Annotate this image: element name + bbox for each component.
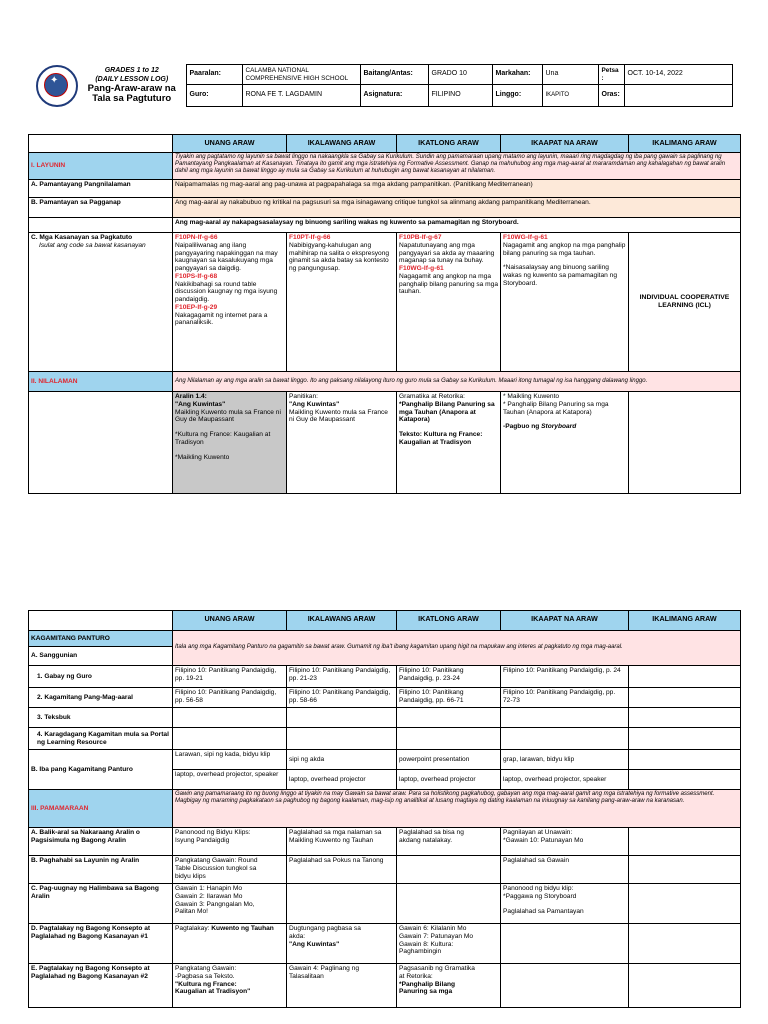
pagtalakay-1-row [29, 924, 741, 964]
pag-uugnay-day-5 [629, 884, 741, 924]
kasanayan-label: C. Mga Kasanayan sa Pagkatuto [31, 234, 133, 241]
linggo-label: Linggo: [492, 85, 542, 107]
pamantayang-pangnilalaman-label: A. Pamantayang Pangnilalaman [29, 180, 173, 198]
kagamitan-mag-aaral-label: 2. Kagamitang Pang-Mag-aaral [29, 688, 173, 708]
layunin-label: I. LAYUNIN [29, 153, 173, 180]
pag-uugnay-day-1: Gawain 1: Hanapin Mo Gawain 2: Ilarawan Mo Gawain 3: Pangngalan Mo, Palitan Mo! [173, 884, 287, 924]
pag-uugnay-label: C. Pag-uugnay ng Halimbawa sa Bagong Aralin [29, 884, 173, 924]
paghahabi-day-4: Paglalahad sa Gawain [501, 856, 629, 884]
kasanayan-label-cell [29, 233, 173, 372]
day-2-header: IKALAWANG ARAW [287, 611, 397, 631]
kasanayan-day-5: INDIVIDUAL COOPERATIVE LEARNING (ICL) [629, 233, 741, 372]
kagamitan-text: Itala ang mga Kagamitang Panturo na gagamitin sa bawat araw. Gumamit ng iba't ibang kagamitan upang higit na mapukaw ang interes at pagkatuto ng mga mag-aaral. [173, 631, 741, 666]
iba-day-2: sipi ng akda [287, 750, 397, 770]
balik-aral-day-2: Paglalahad sa mga nalaman sa Maikling Kuwento ng Tauhan [287, 828, 397, 856]
markahan-value: Una [542, 65, 598, 85]
nilalaman-day-5 [629, 392, 741, 494]
day-1-header: UNANG ARAW [173, 611, 287, 631]
balik-aral-day-1: Panonood ng Bidyu Klips: Isyung Pandaigdig [173, 828, 287, 856]
iba-label: B. Iba pang Kagamitang Panturo [29, 750, 173, 790]
iba2-day-3: laptop, overhead projector [397, 770, 501, 790]
kasanayan-day-1 [173, 233, 287, 372]
nilalaman-day-1 [173, 392, 287, 494]
kasanayan-day-3 [397, 233, 501, 372]
day-5-header: IKALIMANG ARAW [629, 135, 741, 153]
gabay-day-1: Filipino 10: Panitikang Pandaigdig, pp. 19-21 [173, 666, 287, 688]
pagtalakay-2-day-1: Pangkatang Gawain: -Pagbasa sa Teksto. "Kultura ng France: Kaugalian at Tradisyon" [173, 964, 287, 1008]
guro-label: Guro: [186, 85, 242, 107]
gabay-row [29, 666, 741, 688]
baitang-label: Baitang/Antas: [360, 65, 428, 85]
nilalaman-day-3 [397, 392, 501, 494]
competency-text: Nakagagamit ng internet para a pananaliksik. [175, 311, 268, 327]
gabay-day-4: Filipino 10: Panitikang Pandaigdig, p. 24 [501, 666, 629, 688]
iba2-day-1: laptop, overhead projector, speaker [173, 770, 287, 790]
pamantayan-pagganap-row [29, 198, 741, 218]
story-description: Maikling Kuwento mula sa France ni Guy de Maupassant [289, 408, 388, 424]
day-1-header: UNANG ARAW [173, 135, 287, 153]
paghahabi-day-3 [397, 856, 501, 884]
baitang-value: GRADO 10 [428, 65, 492, 85]
day-5-header: IKALIMANG ARAW [629, 611, 741, 631]
lesson-table-2 [28, 610, 741, 1008]
pagtalakay-1-day-3: Gawain 6: Kilalanin Mo Gawain 7: Patunayan Mo Gawain 8: Kultura: Paghambingin [397, 924, 501, 964]
iba-day-1: Larawan, sipi ng kada, bidyu klip [173, 750, 287, 770]
petsa-label: Petsa : [598, 65, 624, 85]
oras-label: Oras: [598, 85, 624, 107]
balik-aral-row [29, 828, 741, 856]
pagtalakay-2-day-2: Gawain 4: Paglinang ng Talasalitaan [287, 964, 397, 1008]
kagamitan-ma-day-3: Filipino 10: Panitikang Pandaigdig, pp. 66-71 [397, 688, 501, 708]
paghahabi-label: B. Paghahabi sa Layunin ng Aralin [29, 856, 173, 884]
competency-text: Nabibigyang-kahulugan ang mahihirap na salita o ekspresyong ginamit sa akda batay sa kontesto ng pangungusap. [289, 241, 390, 273]
layunin-text: Tiyakin ang pagtatamo ng layunin sa bawat linggo na nakaangkla sa Gabay sa Kurikulum. Sundin ang pamamaraan upang matamo ang layunin, maaari ring magdagdag ng iba pang gawain sa paglinang ng Pamantayang Pangkaalaman at Kasanayan. Tinataya ito gamit ang mga istratehiya ng Formative Assessment. Ganap na mahuhubog ang mga mag-aaral at mararamdaman ang kahalagahan ng bawat aralin dahil ang mga layunin sa bawat linggo ay mula sa Gabay sa Kurikulum at huhubugin ang bawat kasanayan at nilalaman. [173, 153, 741, 180]
title-cell [78, 65, 186, 107]
kagamitan-mag-aaral-row [29, 688, 741, 708]
competency-code: F10WG-If-g-61 [503, 234, 548, 241]
pagtalakay-1-label: D. Pagtalakay ng Bagong Konsepto at Paglalahad ng Bagong Kasanayan #1 [29, 924, 173, 964]
gabay-label: 1. Gabay ng Guro [29, 666, 173, 688]
day-4-header: IKAAPAT NA ARAW [501, 611, 629, 631]
competency-code: F10EP-If-g-29 [175, 303, 218, 311]
pagtalakay-2-day-3: Pagsasanib ng Gramatika at Retorika: *Panghalip Bilang Panuring sa mga [397, 964, 501, 1008]
competency-code: F10WG-If-g-61 [399, 265, 444, 273]
iba2-day-4: laptop, overhead projector, speaker [501, 770, 629, 790]
title-line2: Tala sa Pagtuturo [92, 92, 172, 104]
pamamaraan-label: III. PAMAMARAAN [29, 790, 173, 828]
kagamitan-ma-day-1: Filipino 10: Panitikang Pandaigdig, pp. 56-58 [173, 688, 287, 708]
title-line1: Pang-Araw-araw na [87, 82, 176, 94]
pamantayan-pagganap-label: B. Pamantayan sa Pagganap [29, 198, 173, 218]
pamantayan-pagganap-row-2 [29, 218, 741, 233]
kasanayan-row [29, 233, 741, 372]
topic-label: Gramatika at Retorika: [399, 393, 465, 400]
guro-value: RONA FE T. LAGDAMIN [242, 85, 360, 107]
pamantayan-pagganap-text-2: Ang mag-aaral ay nakapagsasalaysay ng binuong sariling wakas ng kuwento sa pamamagitan ng Storyboard. [173, 218, 741, 233]
kasanayan-day-2 [287, 233, 397, 372]
days-header-row-2 [29, 611, 741, 631]
pagtalakay-2-label: E. Pagtalakay ng Bagong Konsepto at Paglalahad ng Bagong Kasanayan #2 [29, 964, 173, 1008]
day-4-header: IKAAPAT NA ARAW [501, 135, 629, 153]
pag-uugnay-day-2 [287, 884, 397, 924]
gabay-day-5 [629, 666, 741, 688]
topic-text: * Maikling Kuwento [503, 393, 560, 400]
day-3-header: IKATLONG ARAW [397, 135, 501, 153]
iba-day-4: grap, larawan, bidyu klip [501, 750, 629, 770]
competency-code: F10PT-If-g-66 [289, 234, 331, 241]
pamantayang-pangnilalaman-text: Naipamamalas ng mag-aaral ang pag-unawa at pagpapahalaga sa mga akdang pampanitikan. (Panitikang Mediterranean) [173, 180, 741, 198]
asignatura-label: Asignatura: [360, 85, 428, 107]
balik-aral-day-4: Pagnilayan at Unawain: *Gawain 10: Patunayan Mo [501, 828, 629, 856]
competency-text: Nagagamit ang angkop na mga panghalip bilang panuring sa mga tauhan. [399, 272, 498, 296]
competency-text: Naipaliliwanag ang ilang pangyayaring napakinggan na may kaugnayan sa kasalukuyang mga pangyayari sa daigdig. [175, 241, 278, 273]
aralin-number: Aralin 1.4: [175, 393, 207, 400]
pagtalakay-1-day-4 [501, 924, 629, 964]
topic-text: Teksto: Kultura ng France: Kaugalian at Tradisyon [399, 431, 483, 446]
teksbuk-row [29, 708, 741, 728]
paghahabi-day-2: Paglalahad sa Pokus na Tanong [287, 856, 397, 884]
iba-row-1 [29, 750, 741, 770]
asignatura-value: FILIPINO [428, 85, 492, 107]
story-title: "Ang Kuwintas" [289, 400, 340, 408]
pagtalakay-1-day-2: Dugtungang pagbasa sa akda: "Ang Kuwintas" [287, 924, 397, 964]
teksbuk-label: 3. Teksbuk [29, 708, 173, 728]
pamamaraan-text: Gawin ang pamamaraang ito ng buong linggo at tiyakin na may Gawain sa bawat araw. Para sa holistikong pagkahubog, gabayan ang mga mag-aaral gamit ang mga istratehiya ng formative assessment. Magbigay ng maraming pagkakataon sa paghubog ng bagong kaalaman, mag-isip ng analitikal at lusang magtaya ng dating kaalaman na iniuugnay sa kanilang pang-araw-araw na karanasan. [173, 790, 741, 828]
pagtalakay-2-day-4 [501, 964, 629, 1008]
nilalaman-label: II. NILALAMAN [29, 372, 173, 392]
iba-day-3: powerpoint presentation [397, 750, 501, 770]
kagamitan-row [29, 631, 741, 647]
nilalaman-text: Ang Nilalaman ay ang mga aralin sa bawat linggo. Ito ang paksang nilalayong ituro ng guro mula sa Gabay sa Kurikulum. Maaari itong tumagal ng isa hanggang dalawang linggo. [173, 372, 741, 392]
pamamaraan-row [29, 790, 741, 828]
story-description: Maikling Kuwento mula sa France ni Guy de Maupassant [175, 408, 281, 424]
topic-text-emphasis: Storyboard [541, 423, 577, 431]
linggo-value: IKAPITO [542, 85, 598, 107]
competency-code: F10PS-If-g-68 [175, 272, 218, 280]
story-title: "Ang Kuwintas" [175, 400, 226, 408]
paghahabi-day-5 [629, 856, 741, 884]
kagamitan-ma-day-4: Filipino 10: Panitikang Pandaigdig, pp. 72-73 [501, 688, 629, 708]
markahan-label: Markahan: [492, 65, 542, 85]
balik-aral-day-3: Paglalahad sa bisa ng akdang natalakay. [397, 828, 501, 856]
day-3-header: IKATLONG ARAW [397, 611, 501, 631]
kagamitan-label: KAGAMITANG PANTURO [29, 631, 173, 647]
pagtalakay-2-row [29, 964, 741, 1008]
pagtalakay-1-day-5 [629, 924, 741, 964]
iba-day-5 [629, 750, 741, 770]
lesson-table-1 [28, 134, 741, 494]
dll-text: (DAILY LESSON LOG) [95, 75, 169, 83]
topic-text: -Pagbuo ng [503, 423, 542, 431]
nilalaman-day-4 [501, 392, 629, 494]
competency-text: *Naisasalaysay ang binuong sariling wakas ng kuwento sa pamamagitan ng Storyboard. [503, 264, 617, 287]
paaralan-value: CALAMBA NATIONAL COMPREHENSIVE HIGH SCHOOL [242, 65, 360, 85]
topic-text: *Kultura ng France: Kaugalian at Tradisyon [175, 431, 271, 446]
day-2-header: IKALAWANG ARAW [287, 135, 397, 153]
deped-seal-icon: ✦ [36, 65, 78, 107]
oras-value [624, 85, 732, 107]
header-table [36, 64, 733, 107]
competency-text: Napatutunayang ang mga pangyayari sa akda ay maaaring maganap sa tunay na buhay. [399, 241, 495, 265]
pamantayan-pagganap-text: Ang mag-aaral ay nakabubuo ng kritikal na pagsusuri sa mga isinagawang critique tungkol sa alinmang akdang pampanitikang Mediterranean. [173, 198, 741, 218]
kagamitan-ma-day-5 [629, 688, 741, 708]
iba2-day-2: laptop, overhead projector [287, 770, 397, 790]
competency-code: F10PB-If-g-67 [399, 234, 442, 241]
iba2-day-5 [629, 770, 741, 790]
pagtalakay-1-day-1: Pagtalakay: Kuwento ng Tauhan [173, 924, 287, 964]
pag-uugnay-row [29, 884, 741, 924]
topic-text: *Panghalip Bilang Panuring sa mga Tauhan (Anapora at Katapora) [399, 400, 495, 424]
karagdagan-label: 4. Karagdagang Kagamitan mula sa Portal ng Learning Resource [29, 728, 173, 750]
gabay-day-3: Filipino 10: Panitikang Pandaigdig, p. 23-24 [397, 666, 501, 688]
topic-text: * Panghalip Bilang Panuring sa mga Tauhan (Anapora at Katapora) [503, 400, 609, 416]
header-block [36, 64, 733, 107]
pag-uugnay-day-3 [397, 884, 501, 924]
paghahabi-row [29, 856, 741, 884]
petsa-value: OCT. 10-14, 2022 [624, 65, 732, 85]
competency-code: F10PN-If-g-66 [175, 234, 218, 241]
topic-text: *Maikling Kuwento [175, 453, 230, 461]
logo-cell [36, 65, 78, 107]
paghahabi-day-1: Pangkatang Gawain: Round Table Discussion tungkol sa bidyu klips [173, 856, 287, 884]
layunin-row [29, 153, 741, 180]
balik-aral-label: A. Balik-aral sa Nakaraang Aralin o Pagsisimula ng Bagong Aralin [29, 828, 173, 856]
karagdagan-row [29, 728, 741, 750]
gabay-day-2: Filipino 10: Panitikang Pandaigdig, pp. 21-23 [287, 666, 397, 688]
balik-aral-day-5 [629, 828, 741, 856]
grades-text: GRADES 1 to 12 [104, 67, 159, 75]
kagamitan-ma-day-2: Filipino 10: Panitikang Pandaigdig, pp. 58-66 [287, 688, 397, 708]
pagtalakay-2-day-5 [629, 964, 741, 1008]
nilalaman-day-2 [287, 392, 397, 494]
kasanayan-day-4 [501, 233, 629, 372]
pamantayang-pangnilalaman-row [29, 180, 741, 198]
days-header-row [29, 135, 741, 153]
nilalaman-content-row [29, 392, 741, 494]
nilalaman-row [29, 372, 741, 392]
pag-uugnay-day-4: Panonood ng bidyu klip: *Paggawa ng Storyboard Paglalahad sa Pamantayan [501, 884, 629, 924]
sanggunian-label: A. Sanggunian [29, 647, 173, 666]
kasanayan-sub: Isulat ang code sa bawat kasanayan [39, 241, 146, 249]
paaralan-label: Paaralan: [186, 65, 242, 85]
topic-label: Panitikan: [289, 393, 318, 400]
competency-text: Nagagamit ang angkop na mga panghalip bilang panuring sa mga tauhan. [503, 241, 626, 257]
competency-text: Nakikibahagi sa round table discussion kaugnay ng mga isyung pandaigdig. [175, 280, 278, 304]
